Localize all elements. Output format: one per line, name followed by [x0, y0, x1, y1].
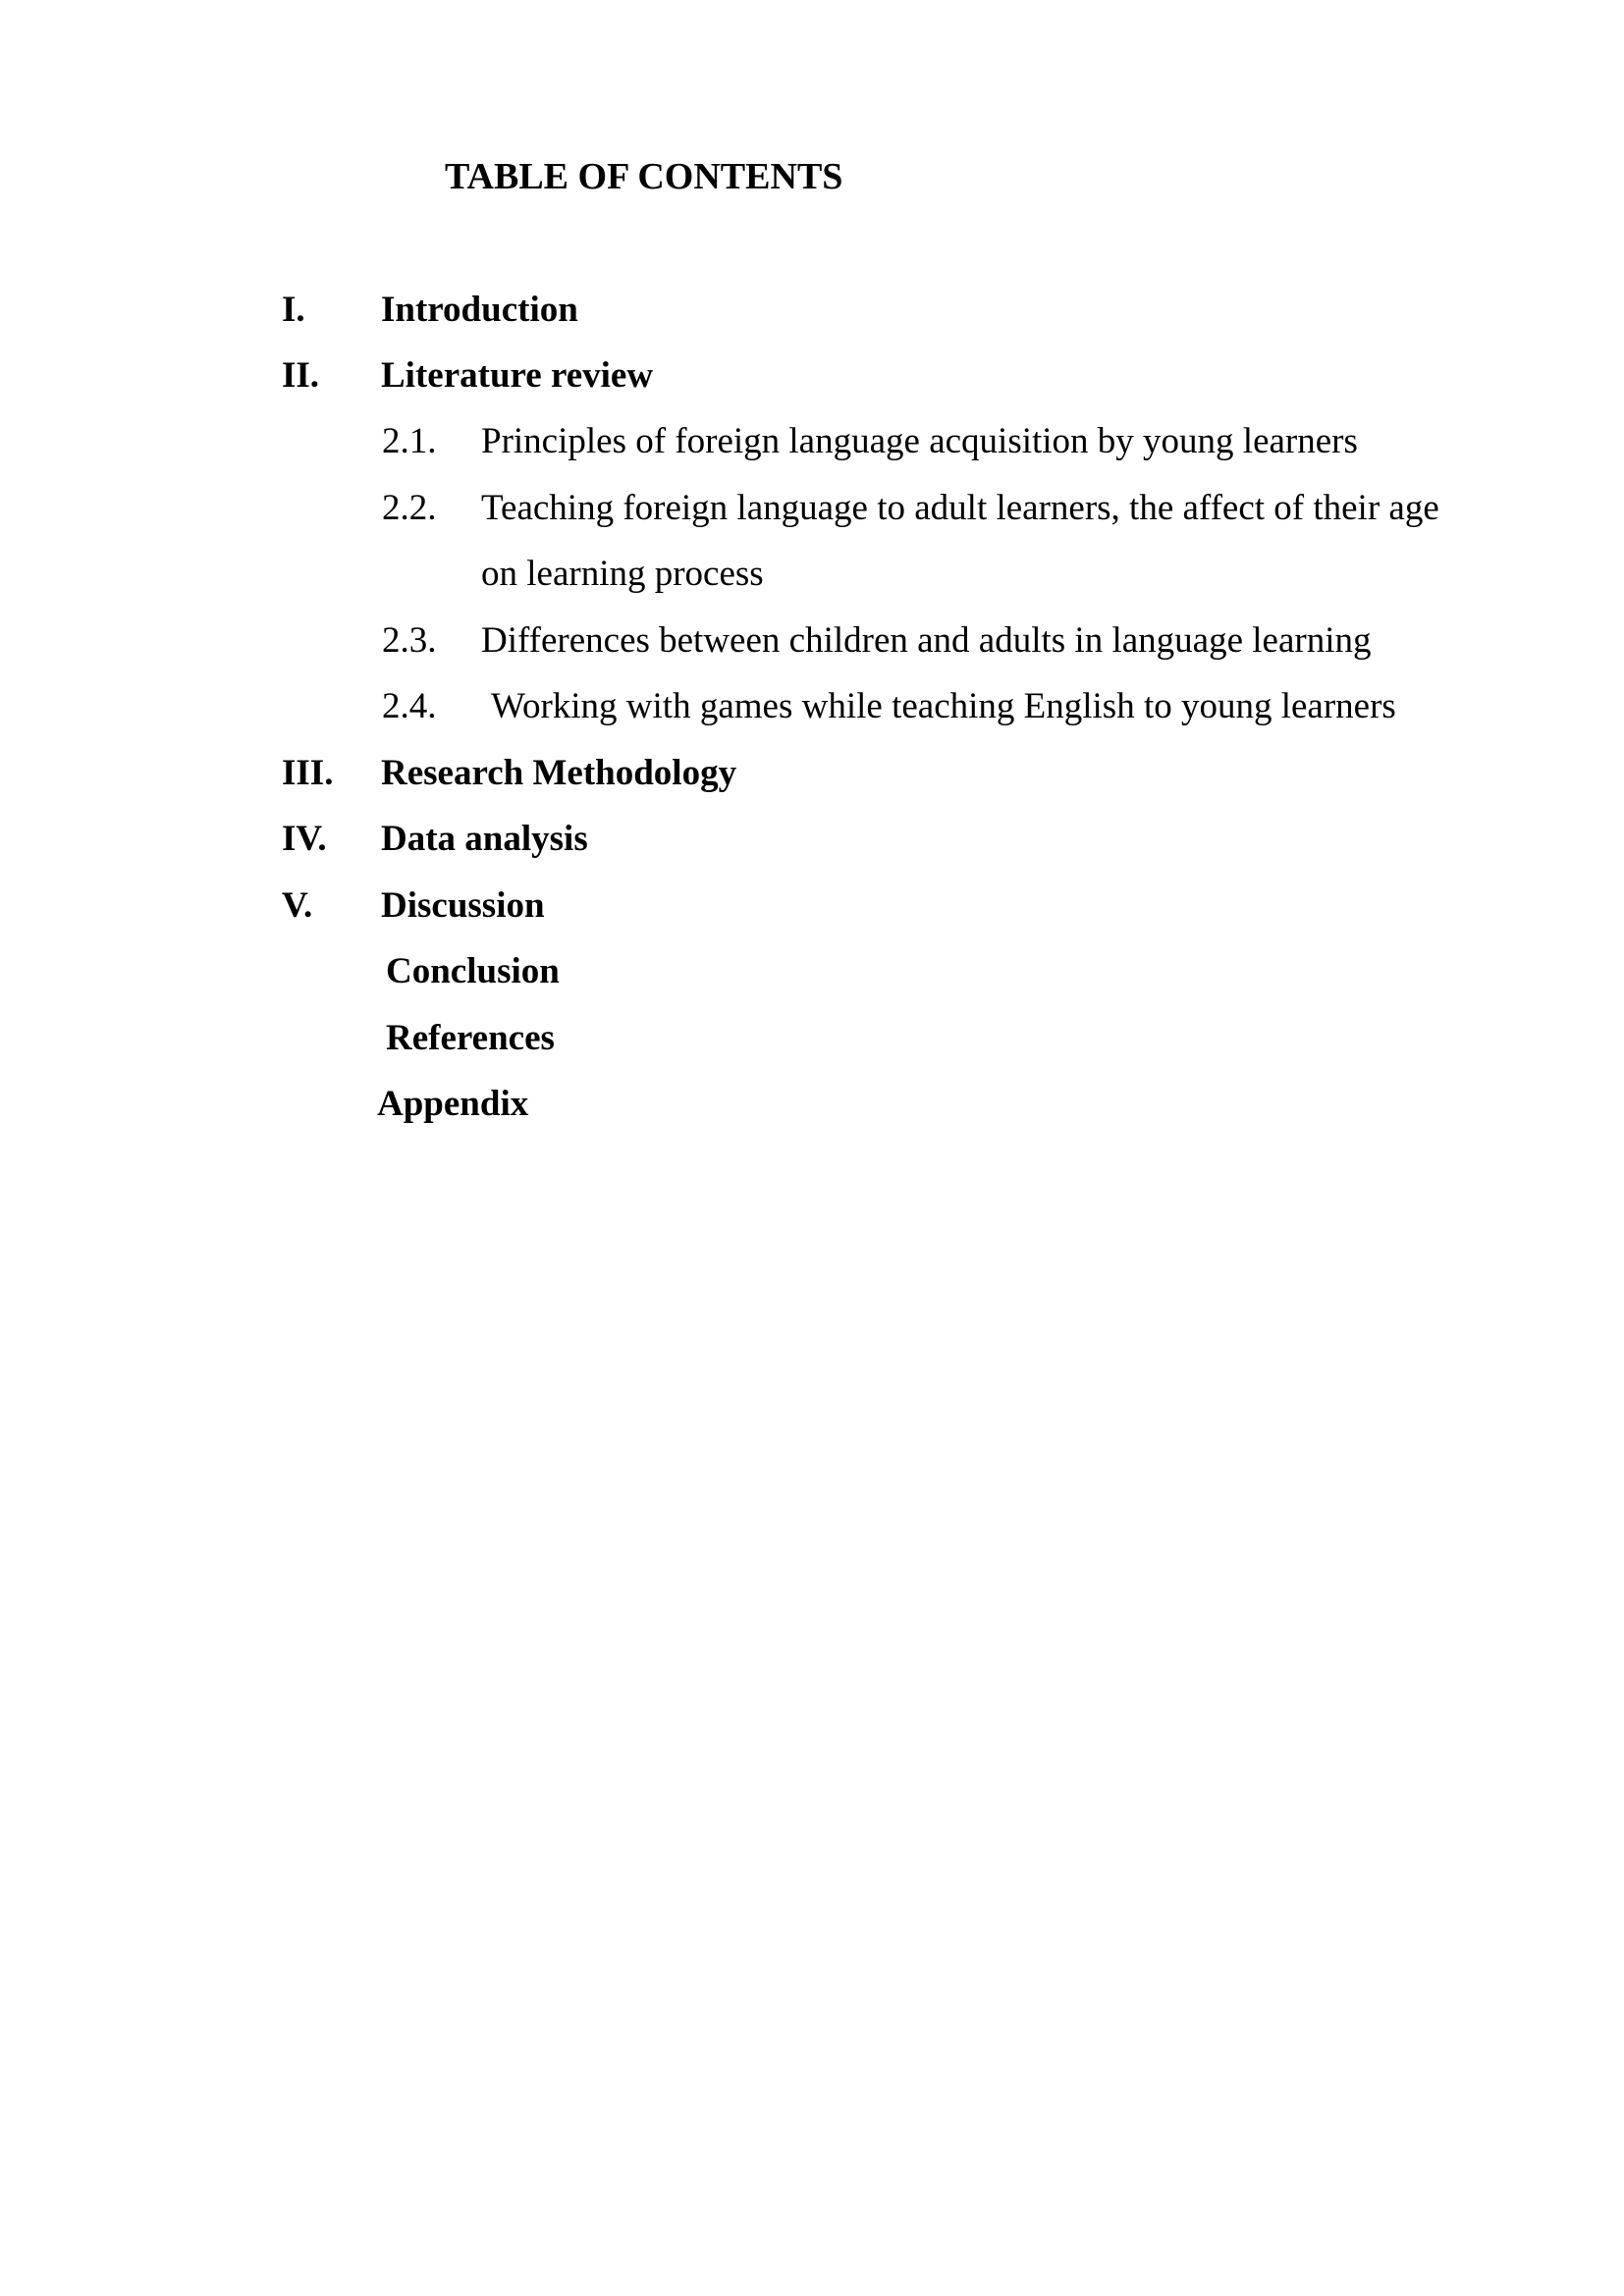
- toc-entry-number: 2.4.: [382, 686, 437, 726]
- toc-entry-label: Introduction: [381, 290, 578, 330]
- toc-entry-label: Discussion: [381, 885, 545, 926]
- toc-subentry-2-2-continuation: on learning process: [481, 554, 764, 594]
- toc-entry-label: Data analysis: [381, 819, 588, 859]
- toc-entry-number: II.: [282, 355, 320, 396]
- toc-entry-label: Research Methodology: [381, 753, 737, 793]
- toc-entry-number: IV.: [282, 819, 327, 859]
- toc-entry-number: 2.3.: [382, 620, 437, 661]
- toc-entry-number: III.: [282, 753, 334, 793]
- toc-entry-appendix: Appendix: [377, 1084, 529, 1124]
- toc-entry-number: I.: [282, 290, 305, 330]
- toc-entry-label: Principles of foreign language acquisition by young learners: [481, 421, 1358, 461]
- page-title: TABLE OF CONTENTS: [445, 156, 843, 197]
- toc-entry-label: Teaching foreign language to adult learners, the affect of their age: [481, 488, 1439, 528]
- toc-entry-conclusion: Conclusion: [386, 951, 560, 991]
- toc-entry-number: 2.1.: [382, 421, 437, 461]
- toc-entry-label: Literature review: [381, 355, 654, 396]
- toc-entry-label: Working with games while teaching English to young learners: [491, 686, 1396, 726]
- toc-entry-references: References: [386, 1018, 555, 1058]
- toc-entry-label: Differences between children and adults in language learning: [481, 620, 1372, 661]
- toc-entry-number: 2.2.: [382, 488, 437, 528]
- toc-entry-number: V.: [282, 885, 313, 926]
